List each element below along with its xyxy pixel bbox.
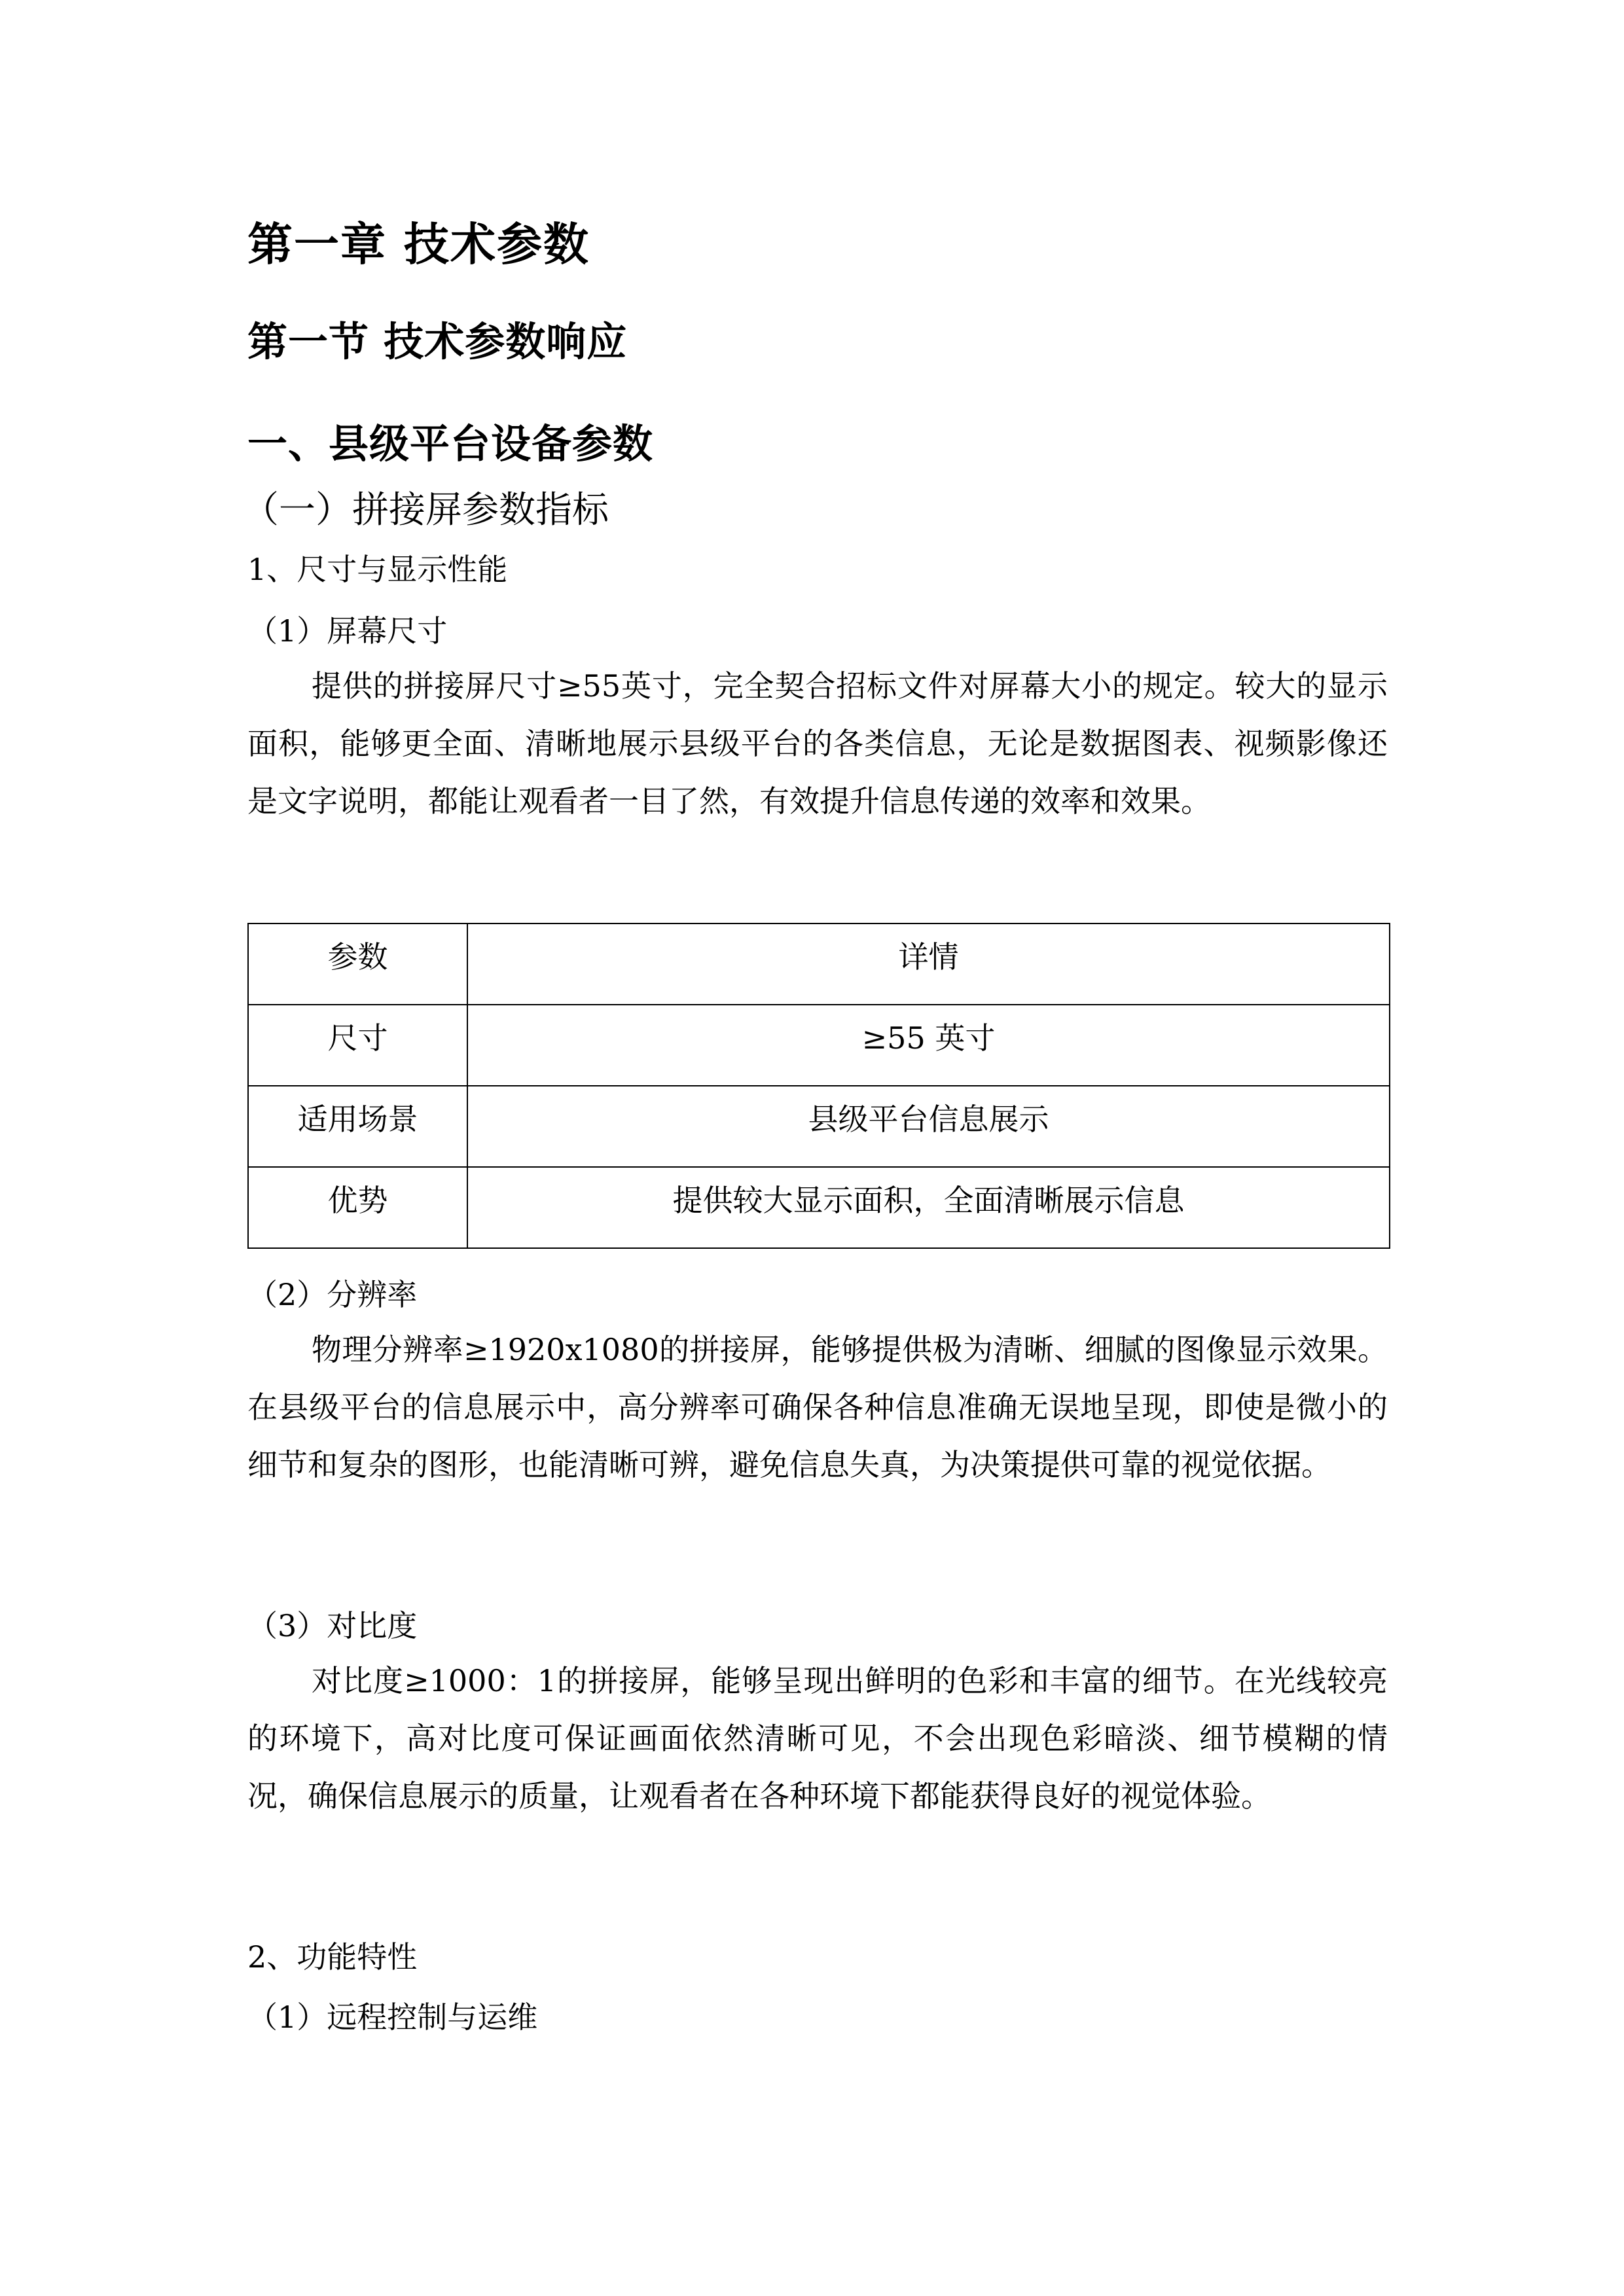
topic-heading: 2、功能特性 [247,1939,418,1975]
table-cell: ≥55 英寸 [467,1005,1390,1086]
item-label: （1）屏幕尺寸 [247,613,448,649]
table-header-cell: 参数 [248,924,467,1005]
table-row [248,1086,1390,1167]
item-label: （2）分辨率 [247,1277,418,1312]
body-paragraph: 物理分辨率≥1920x1080的拼接屏，能够提供极为清晰、细腻的图像显示效果。在县级平台的信息展示中，高分辨率可确保各种信息准确无误地呈现，即使是微小的细节和复杂的图形，也能清晰可辨，避免信息失真，为决策提供可靠的视觉依据。 [247,1332,1388,1482]
subsection-title: （一）拼接屏参数指标 [242,489,609,531]
table-cell: 县级平台信息展示 [467,1086,1390,1167]
table-cell: 提供较大显示面积，全面清晰展示信息 [467,1167,1390,1248]
item-label: （3）对比度 [247,1608,418,1643]
body-paragraph: 提供的拼接屏尺寸≥55英寸，完全契合招标文件对屏幕大小的规定。较大的显示面积，能够更全面、清晰地展示县级平台的各类信息，无论是数据图表、视频影像还是文字说明，都能让观看者一目了然，有效提升信息传递的效率和效果。 [247,668,1388,819]
section-title: 第一节 技术参数响应 [247,319,628,365]
table-cell: 优势 [248,1167,467,1248]
table-header-row [248,924,1390,1005]
table-row [248,1005,1390,1086]
body-paragraph: 对比度≥1000：1的拼接屏，能够呈现出鲜明的色彩和丰富的细节。在光线较亮的环境下，高对比度可保证画面依然清晰可见，不会出现色彩暗淡、细节模糊的情况，确保信息展示的质量，让观看者在各种环境下都能获得良好的视觉体验。 [247,1663,1388,1814]
item-label: （1）远程控制与运维 [247,2000,538,2035]
table-header-cell: 详情 [467,924,1390,1005]
part-title: 一、县级平台设备参数 [247,421,654,467]
table-cell: 尺寸 [248,1005,467,1086]
table-cell: 适用场景 [248,1086,467,1167]
table-row [248,1167,1390,1248]
parameter-table [247,923,1390,1249]
topic-heading: 1、尺寸与显示性能 [247,552,508,587]
chapter-title: 第一章 技术参数 [247,218,590,271]
